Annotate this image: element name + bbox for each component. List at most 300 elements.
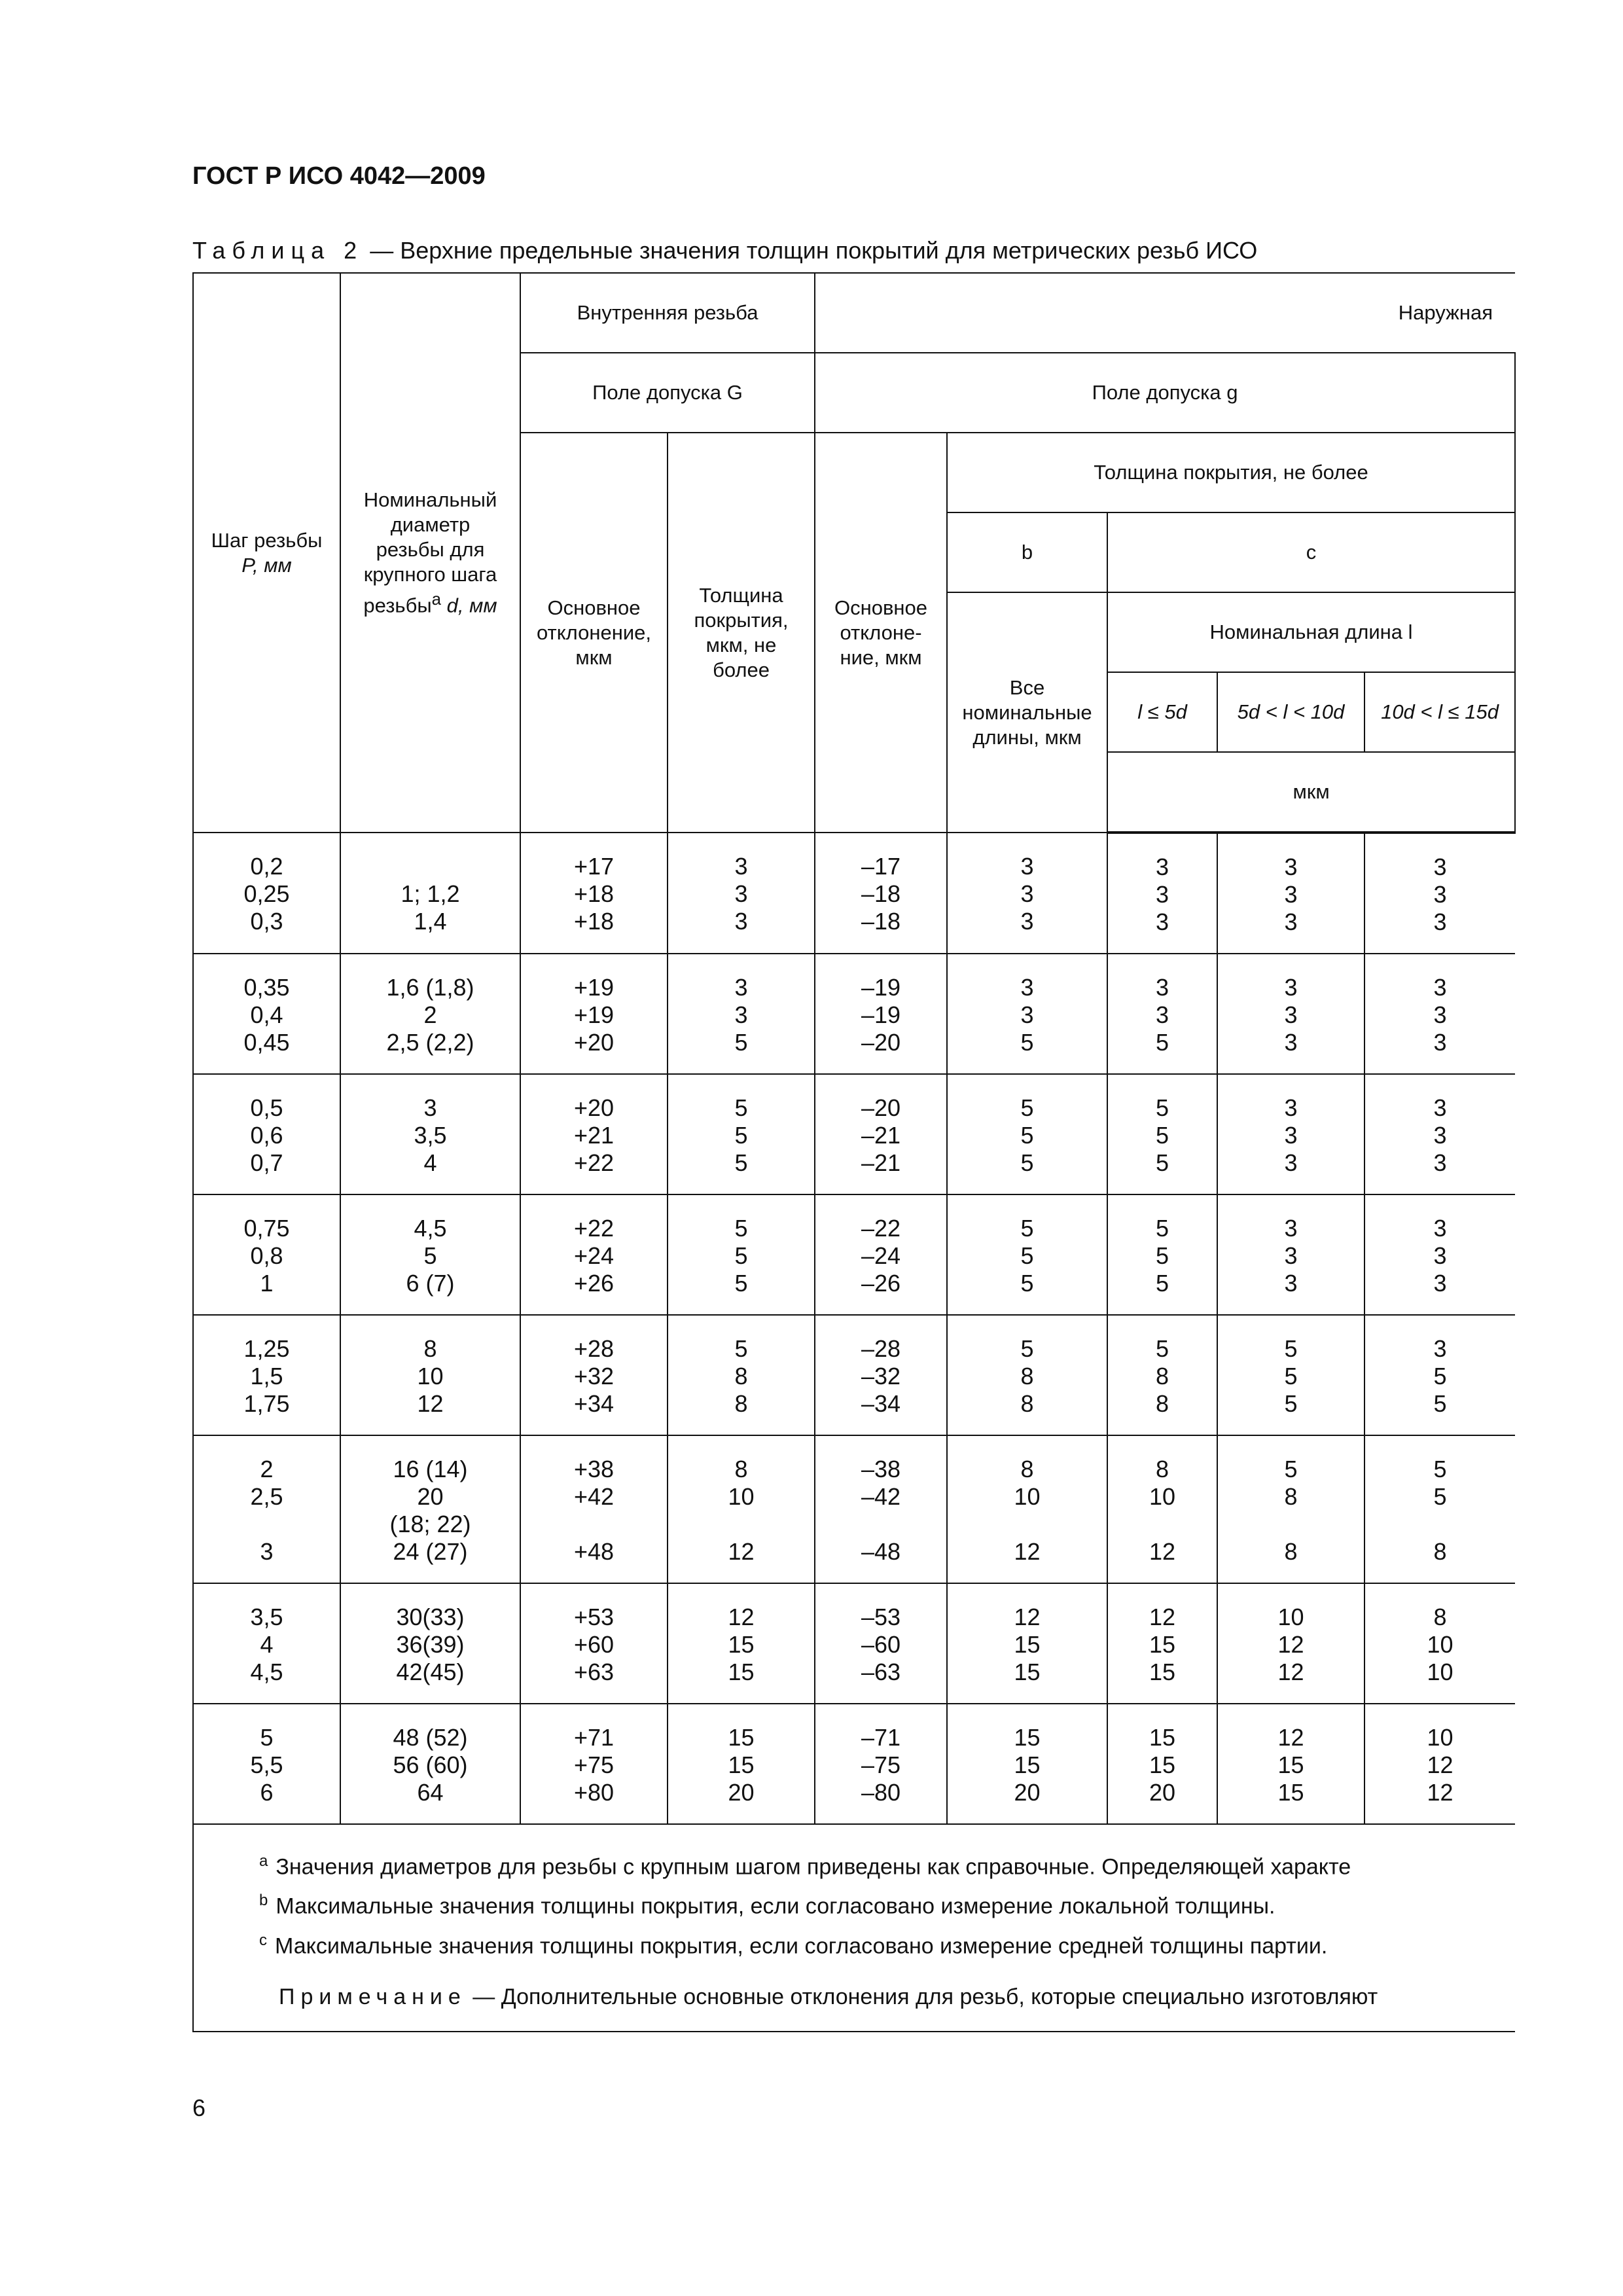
cell-line: 0,75	[243, 1215, 290, 1242]
cell-line: 3	[1284, 1122, 1298, 1149]
cell-line: +22	[573, 1149, 615, 1176]
hdr-line: отклонение,	[537, 620, 651, 644]
table-cell-pitch	[193, 1194, 340, 1315]
table-body	[193, 833, 1515, 1824]
cell-line: 1	[260, 1270, 274, 1297]
cell-line: 1,75	[243, 1390, 290, 1417]
cell-line: 20	[1014, 1779, 1041, 1806]
cell-line: 10	[1149, 1483, 1176, 1510]
cell-line: 15	[1014, 1724, 1041, 1751]
table-cell-pitch	[193, 954, 340, 1074]
cell-line: 8	[1156, 1390, 1169, 1417]
table-cell-c1	[1107, 1583, 1217, 1704]
cell-line: 3	[1433, 881, 1447, 908]
footnote-text: Максимальные значения толщины покрытия, если согласовано измерение локальной толщины.	[276, 1893, 1275, 1919]
hdr-line: отклоне-	[840, 620, 922, 644]
cell-line: 3	[1284, 1149, 1298, 1176]
cell-line: 6 (7)	[406, 1270, 455, 1297]
table-cell-t-int	[668, 833, 815, 954]
table-cell-c3	[1364, 1583, 1515, 1704]
table-cell-t-int	[668, 1704, 815, 1824]
cell-line: 3	[1156, 1001, 1169, 1028]
cell-line: 10	[1427, 1724, 1454, 1751]
header-length-2	[1217, 672, 1364, 752]
cell-line: 20	[417, 1483, 444, 1510]
table-cell-c3	[1364, 1194, 1515, 1315]
table-cell-t-int	[668, 1074, 815, 1194]
cell-line: +22	[573, 1215, 615, 1242]
cell-line: 3	[1156, 881, 1169, 908]
header-col-c: c	[1107, 512, 1515, 592]
table-cell-es-int	[520, 833, 668, 954]
cell-line: +21	[573, 1122, 615, 1149]
header-external-thread: Наружная	[815, 273, 1515, 353]
cell-line: –24	[861, 1242, 901, 1269]
table-cell-c3	[1364, 833, 1515, 954]
hdr-line: длины, мкм	[972, 725, 1082, 749]
cell-line: 1,25	[243, 1335, 290, 1362]
cell-line: 3	[1433, 1270, 1447, 1297]
cell-line: –38	[861, 1456, 901, 1482]
cell-line: 3	[1284, 1001, 1298, 1028]
cell-line: 8	[1433, 1538, 1447, 1565]
footnote-text: Максимальные значения толщины покрытия, если согласовано измерение средней толщины партии.	[275, 1933, 1328, 1958]
table-cell-diameter	[340, 1435, 520, 1583]
cell-line: 3	[1156, 853, 1169, 880]
header-pitch	[193, 273, 340, 833]
table-cell-diameter	[340, 833, 520, 954]
cell-line: 1; 1,2	[401, 880, 460, 907]
table-cell-es-int	[520, 1704, 668, 1824]
cell-line: 36(39)	[396, 1631, 465, 1658]
cell-line: 3,5	[414, 1122, 447, 1149]
cell-line: 16 (14)	[393, 1456, 468, 1482]
cell-line: –60	[861, 1631, 901, 1658]
table-row	[193, 1194, 1515, 1315]
footnote-mark: c	[259, 1931, 267, 1949]
cell-line: 0,6	[250, 1122, 283, 1149]
cell-line: 5	[1020, 1094, 1034, 1121]
cell-line: +18	[573, 880, 615, 907]
cell-line: 15	[728, 1631, 755, 1658]
cell-line: 5	[1020, 1215, 1034, 1242]
table-cell-es-ext	[815, 1074, 947, 1194]
table-row	[193, 1435, 1515, 1583]
cell-line: 12	[728, 1538, 755, 1565]
cell-line: 2	[260, 1456, 274, 1482]
cell-line: 30(33)	[396, 1604, 465, 1630]
table-cell-es-ext	[815, 1583, 947, 1704]
cell-line	[819, 1511, 942, 1538]
cell-line: 3	[1433, 1029, 1447, 1056]
cell-line: 12	[1277, 1724, 1304, 1751]
cell-line: +19	[573, 974, 615, 1001]
table-cell-c2	[1217, 1583, 1364, 1704]
table-cell-c2	[1217, 1315, 1364, 1435]
cell-line: 5	[734, 1242, 748, 1269]
header-tolerance-g: Поле допуска g	[815, 353, 1515, 433]
note-label: Примечание	[279, 1984, 467, 2009]
footnote-text: Значения диаметров для резьбы с крупным шагом приведены как справочные. Определяющей характе	[276, 1854, 1351, 1880]
table-cell-c1	[1107, 833, 1217, 954]
cell-line: –18	[861, 908, 901, 935]
table-row	[193, 1315, 1515, 1435]
cell-line: 3	[1433, 1094, 1447, 1121]
cell-line: 8	[423, 1335, 437, 1362]
cell-line	[198, 1511, 336, 1538]
hdr-line: мкм, не	[705, 633, 777, 656]
table-cell-es-ext	[815, 954, 947, 1074]
cell-line: 3	[1284, 908, 1298, 935]
cell-line: 3	[734, 880, 748, 907]
table-cell-pitch	[193, 1583, 340, 1704]
cell-line: 15	[1149, 1659, 1176, 1685]
table-cell-c1	[1107, 954, 1217, 1074]
cell-line: 3	[1156, 974, 1169, 1001]
table-cell-c1	[1107, 1704, 1217, 1824]
cell-line: –75	[861, 1751, 901, 1778]
cell-line: –42	[861, 1483, 901, 1510]
cell-line: 3	[734, 908, 748, 935]
cell-line: 10	[728, 1483, 755, 1510]
table-cell-c3	[1364, 1435, 1515, 1583]
cell-line: 12	[1277, 1631, 1304, 1658]
table-row	[193, 954, 1515, 1074]
table-cell-c3	[1364, 1704, 1515, 1824]
cell-line: 8	[1156, 1456, 1169, 1482]
page-number: 6	[192, 2094, 206, 2121]
cell-line: 5	[1156, 1335, 1169, 1362]
header-pitch-unit: P, мм	[241, 553, 292, 577]
cell-line: 2,5 (2,2)	[386, 1029, 474, 1056]
cell-line: 48 (52)	[393, 1724, 468, 1751]
table-cell-c2	[1217, 954, 1364, 1074]
cell-line: 15	[1149, 1724, 1176, 1751]
cell-line: 15	[1277, 1751, 1304, 1778]
cell-line: 5	[734, 1122, 748, 1149]
header-col-b: b	[947, 512, 1107, 592]
cell-line: 15	[1149, 1751, 1176, 1778]
table-row	[193, 1583, 1515, 1704]
cell-line: 10	[1427, 1659, 1454, 1685]
cell-line: 5	[734, 1029, 748, 1056]
table-caption	[192, 237, 1257, 264]
table-cell-b	[947, 1074, 1107, 1194]
header-diam-line: диаметр	[390, 512, 471, 536]
table-cell-diameter	[340, 1704, 520, 1824]
cell-line: 1,4	[414, 908, 447, 935]
table-cell-b	[947, 1583, 1107, 1704]
cell-line: 5	[1020, 1149, 1034, 1176]
cell-line: 12	[1014, 1604, 1041, 1630]
cell-line: +75	[573, 1751, 615, 1778]
cell-line: 15	[728, 1724, 755, 1751]
cell-line: 8	[1156, 1363, 1169, 1390]
cell-line: 15	[1149, 1631, 1176, 1658]
hdr-line: покрытия,	[694, 608, 789, 632]
table-cell-es-int	[520, 1074, 668, 1194]
cell-line: 8	[1284, 1483, 1298, 1510]
cell-line: +34	[573, 1390, 615, 1417]
cell-line: 3	[423, 1094, 437, 1121]
len1-text: l ≤ 5d	[1137, 700, 1187, 723]
header-diam-line: крупного шага	[363, 562, 497, 586]
footnote-c	[259, 1924, 1499, 1963]
header-diam-line: резьбы	[363, 594, 432, 617]
cell-line: 15	[728, 1659, 755, 1685]
header-diam-line: резьбы для	[376, 537, 485, 561]
header-unit-mkm: мкм	[1107, 752, 1515, 833]
cell-line: 0,8	[250, 1242, 283, 1269]
cell-line: 5,5	[250, 1751, 283, 1778]
header-nominal-diameter	[340, 273, 520, 833]
cell-line: 0,25	[243, 880, 290, 907]
cell-line: 4	[423, 1149, 437, 1176]
cell-line: 8	[1020, 1363, 1034, 1390]
cell-line	[345, 853, 516, 880]
table-cell-b	[947, 833, 1107, 954]
cell-line: 3	[1284, 974, 1298, 1001]
cell-line: +24	[573, 1242, 615, 1269]
header-basic-deviation-internal	[520, 433, 668, 833]
cell-line: 5	[734, 1094, 748, 1121]
cell-line: 5	[1433, 1390, 1447, 1417]
cell-line: –71	[861, 1724, 901, 1751]
cell-line: –22	[861, 1215, 901, 1242]
cell-line: +26	[573, 1270, 615, 1297]
cell-line: 5	[1156, 1122, 1169, 1149]
cell-line: 6	[260, 1779, 274, 1806]
cell-line: 0,4	[250, 1001, 283, 1028]
cell-line: –63	[861, 1659, 901, 1685]
hdr-line: более	[713, 658, 770, 681]
cell-line: 15	[1014, 1751, 1041, 1778]
cell-line: 12	[1277, 1659, 1304, 1685]
cell-line: 12	[1014, 1538, 1041, 1565]
cell-line	[525, 1511, 663, 1538]
hdr-line: Все	[1009, 675, 1045, 699]
cell-line: 20	[728, 1779, 755, 1806]
table-cell-es-int	[520, 1583, 668, 1704]
cell-line: 5	[1020, 1242, 1034, 1269]
hdr-line: мкм	[575, 645, 613, 669]
cell-line: 15	[1277, 1779, 1304, 1806]
cell-line: 4	[260, 1631, 274, 1658]
cell-line: –19	[861, 1001, 901, 1028]
table-cell-c2	[1217, 833, 1364, 954]
table-cell-c2	[1217, 1435, 1364, 1583]
header-coating-thickness-max: Толщина покрытия, не более	[947, 433, 1515, 512]
cell-line: 5	[1156, 1270, 1169, 1297]
cell-line: 8	[1020, 1390, 1034, 1417]
cell-line: 3	[1433, 1122, 1447, 1149]
hdr-line: ние, мкм	[840, 645, 922, 669]
table-cell-b	[947, 1704, 1107, 1824]
cell-line: 56 (60)	[393, 1751, 468, 1778]
cell-line: 5	[1020, 1270, 1034, 1297]
table-cell-diameter	[340, 954, 520, 1074]
table-cell-c3	[1364, 1315, 1515, 1435]
cell-line: +32	[573, 1363, 615, 1390]
cell-line: 4,5	[414, 1215, 447, 1242]
table-cell-c3	[1364, 954, 1515, 1074]
table-row	[193, 1074, 1515, 1194]
header-internal-thread: Внутренняя резьба	[520, 273, 815, 353]
cell-line: 8	[734, 1363, 748, 1390]
cell-line: 5	[1156, 1094, 1169, 1121]
cell-line: +20	[573, 1094, 615, 1121]
cell-line: 12	[1427, 1779, 1454, 1806]
cell-line: +28	[573, 1335, 615, 1362]
table-cell-c1	[1107, 1315, 1217, 1435]
table-cell-t-int	[668, 954, 815, 1074]
cell-line: 3	[1284, 1242, 1298, 1269]
table-cell-c2	[1217, 1704, 1364, 1824]
cell-line: –34	[861, 1390, 901, 1417]
cell-line: +19	[573, 1001, 615, 1028]
cell-line: 0,7	[250, 1149, 283, 1176]
table-cell-c2	[1217, 1194, 1364, 1315]
cell-line: 2,5	[250, 1483, 283, 1510]
table-cell-es-int	[520, 1194, 668, 1315]
table-note	[279, 1980, 1499, 2014]
table-row	[193, 1704, 1515, 1824]
table-cell-c1	[1107, 1074, 1217, 1194]
table-cell-es-ext	[815, 1194, 947, 1315]
cell-line: 3	[1433, 1149, 1447, 1176]
cell-line: 10	[1277, 1604, 1304, 1630]
cell-line: 5	[1156, 1149, 1169, 1176]
caption-label: Таблица 2	[192, 237, 364, 264]
footnote-a	[259, 1844, 1499, 1884]
table-cell-diameter	[340, 1583, 520, 1704]
note-text: — Дополнительные основные отклонения для резьб, которые специально изготовляют	[466, 1984, 1378, 2009]
table-cell-es-ext	[815, 1315, 947, 1435]
cell-line: 3	[1156, 908, 1169, 935]
cell-line	[1222, 1511, 1360, 1538]
table-cell-es-ext	[815, 833, 947, 954]
cell-line: +42	[573, 1483, 615, 1510]
cell-line: 5	[734, 1149, 748, 1176]
cell-line: 3,5	[250, 1604, 283, 1630]
header-length-3	[1364, 672, 1515, 752]
cell-line: –21	[861, 1122, 901, 1149]
table-cell-b	[947, 1194, 1107, 1315]
cell-line: 5	[1284, 1363, 1298, 1390]
cell-line: 3	[734, 974, 748, 1001]
table-cell-pitch	[193, 1704, 340, 1824]
cell-line: 3	[734, 1001, 748, 1028]
cell-line: 5	[1433, 1456, 1447, 1482]
table-cell-es-int	[520, 1315, 668, 1435]
cell-line: 3	[734, 853, 748, 880]
cell-line: –32	[861, 1363, 901, 1390]
table-cell-c2	[1217, 1074, 1364, 1194]
cell-line: 8	[1433, 1604, 1447, 1630]
cell-line: 5	[423, 1242, 437, 1269]
cell-line: –28	[861, 1335, 901, 1362]
cell-line: –20	[861, 1029, 901, 1056]
cell-line: 64	[417, 1779, 444, 1806]
header-basic-deviation-external	[815, 433, 947, 833]
table-cell-es-ext	[815, 1435, 947, 1583]
cell-line: 20	[1149, 1779, 1176, 1806]
footnote-ref-a: a	[431, 590, 441, 609]
cell-line	[952, 1511, 1103, 1538]
hdr-line: Основное	[547, 596, 641, 619]
header-tolerance-G: Поле допуска G	[520, 353, 815, 433]
cell-line: 3	[1284, 1270, 1298, 1297]
cell-line: 8	[734, 1456, 748, 1482]
cell-line: 3	[1433, 974, 1447, 1001]
cell-line: 5	[734, 1215, 748, 1242]
cell-line: 3	[1433, 1215, 1447, 1242]
footnote-mark: b	[259, 1892, 268, 1910]
cell-line: 3	[1284, 1029, 1298, 1056]
table-cell-b	[947, 1315, 1107, 1435]
cell-line: 3	[1433, 1001, 1447, 1028]
cell-line: 5	[1284, 1335, 1298, 1362]
cell-line: 3	[1284, 881, 1298, 908]
hdr-line: номинальные	[962, 700, 1092, 724]
cell-line: 5	[734, 1270, 748, 1297]
document-code: ГОСТ Р ИСО 4042—2009	[192, 162, 486, 190]
cell-line: +53	[573, 1604, 615, 1630]
cell-line: –80	[861, 1779, 901, 1806]
cell-line: 3	[260, 1538, 274, 1565]
cell-line	[672, 1511, 810, 1538]
cell-line: 3	[1284, 1094, 1298, 1121]
cell-line: 0,2	[250, 853, 283, 880]
cell-line: 5	[1433, 1483, 1447, 1510]
table-footnotes	[193, 1824, 1515, 2032]
cell-line: +48	[573, 1538, 615, 1565]
cell-line: 10	[1014, 1483, 1041, 1510]
table-cell-c1	[1107, 1194, 1217, 1315]
cell-line: +17	[573, 853, 615, 880]
cell-line: –48	[861, 1538, 901, 1565]
len2-text: 5d < l < 10d	[1237, 700, 1345, 723]
cell-line: –19	[861, 974, 901, 1001]
cell-line: 5	[1284, 1456, 1298, 1482]
header-diam-unit: d, мм	[446, 594, 497, 617]
cell-line: +38	[573, 1456, 615, 1482]
cell-line: 2	[423, 1001, 437, 1028]
table-cell-pitch	[193, 833, 340, 954]
cell-line: 8	[734, 1390, 748, 1417]
table-cell-t-int	[668, 1435, 815, 1583]
cell-line	[1112, 1511, 1213, 1538]
cell-line: 12	[728, 1604, 755, 1630]
table-cell-t-int	[668, 1315, 815, 1435]
cell-line: 5	[734, 1335, 748, 1362]
cell-line: 3	[1020, 974, 1034, 1001]
cell-line: –17	[861, 853, 901, 880]
caption-text: — Верхние предельные значения толщин покрытий для метрических резьб ИСО	[363, 237, 1258, 264]
cell-line: 8	[1284, 1538, 1298, 1565]
cell-line: 1,6 (1,8)	[386, 974, 474, 1001]
cell-line: +60	[573, 1631, 615, 1658]
cell-line: –20	[861, 1094, 901, 1121]
cell-line: 12	[1427, 1751, 1454, 1778]
cell-line: 5	[1020, 1335, 1034, 1362]
table-cell-es-ext	[815, 1704, 947, 1824]
cell-line: (18; 22)	[389, 1511, 471, 1537]
table-cell-b	[947, 954, 1107, 1074]
cell-line: +20	[573, 1029, 615, 1056]
cell-line: 3	[1433, 1242, 1447, 1269]
cell-line: 10	[1427, 1631, 1454, 1658]
